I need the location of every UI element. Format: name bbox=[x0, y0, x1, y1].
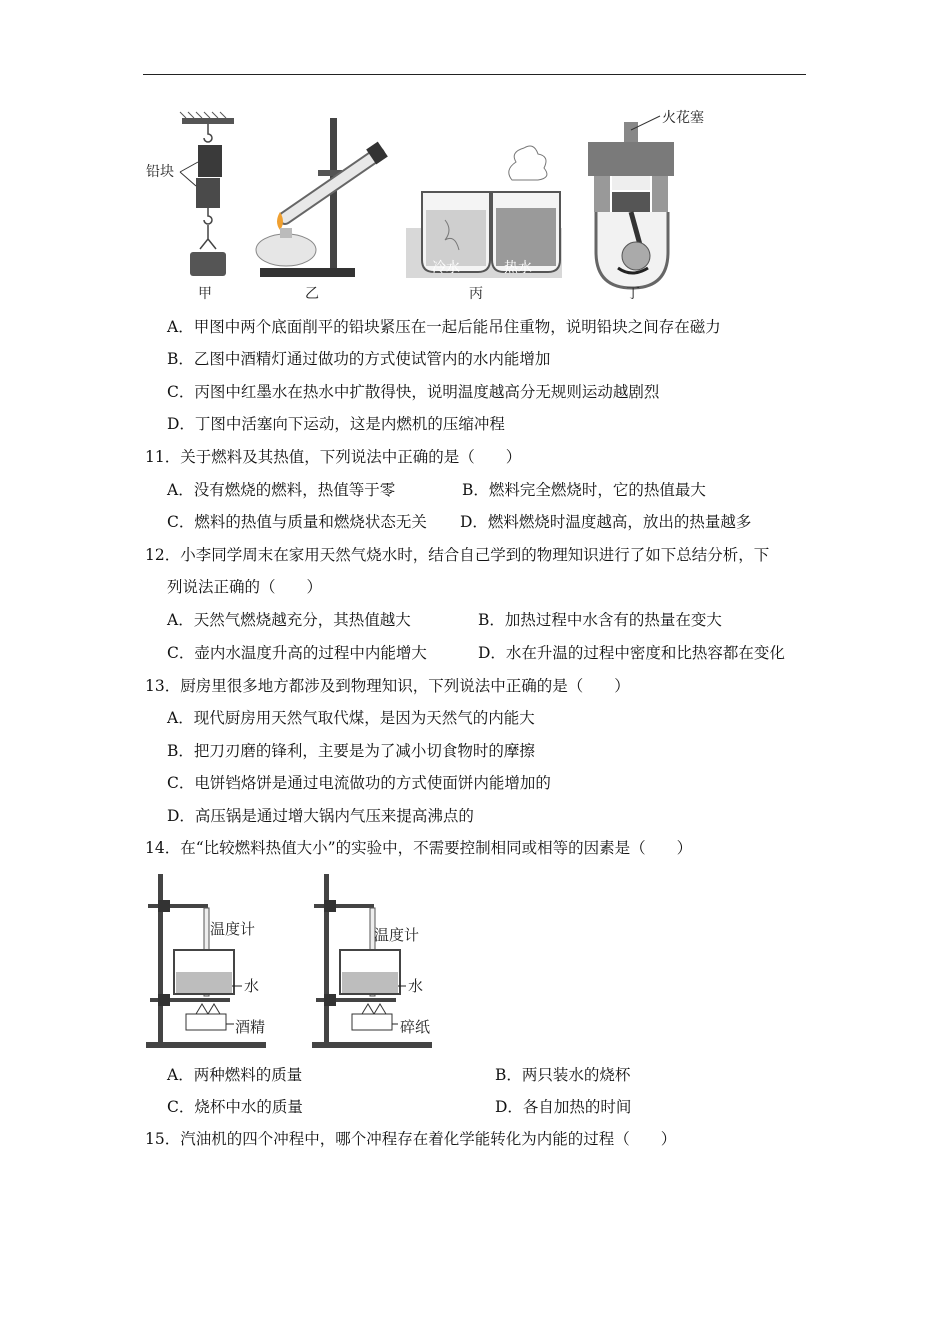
engine-cylinder-figure bbox=[588, 116, 674, 288]
q14-option-d: D．各自加热的时间 bbox=[495, 1098, 632, 1116]
q12-option-d: D．水在升温的过程中密度和比热容都在变化 bbox=[478, 644, 785, 662]
caption-jia: 甲 bbox=[198, 286, 212, 302]
q14-option-b: B．两只装水的烧杯 bbox=[495, 1066, 631, 1084]
q13-option-c: C．电饼铛烙饼是通过电流做功的方式使面饼内能增加的 bbox=[167, 774, 551, 792]
q11-option-b: B．燃料完全燃烧时，它的热值最大 bbox=[462, 481, 706, 499]
thermometer-label-right: 温度计 bbox=[374, 926, 420, 944]
q12-option-a: A．天然气燃烧越充分，其热值越大 bbox=[167, 611, 411, 629]
q15-stem: 15．汽油机的四个冲程中，哪个冲程存在着化学能转化为内能的过程（ ） bbox=[145, 1130, 677, 1148]
q12-option-b: B．加热过程中水含有的热量在变大 bbox=[478, 611, 722, 629]
cold-water-label: 冷水 bbox=[432, 260, 460, 276]
q13-option-a: A．现代厨房用天然气取代煤，是因为天然气的内能大 bbox=[167, 709, 535, 727]
spark-plug-label: 火花塞 bbox=[662, 110, 704, 126]
q12-stem-line1: 12．小李同学周末在家用天然气烧水时，结合自己学到的物理知识进行了如下总结分析，下 bbox=[145, 546, 770, 564]
figure-q14 bbox=[140, 868, 440, 1054]
figure-q10 bbox=[140, 100, 760, 305]
q11-stem: 11．关于燃料及其热值，下列说法中正确的是（ ） bbox=[145, 448, 522, 466]
q13-stem: 13．厨房里很多地方都涉及到物理知识，下列说法中正确的是（ ） bbox=[145, 677, 630, 695]
water-label-right: 水 bbox=[408, 977, 424, 995]
water-label-left: 水 bbox=[244, 977, 260, 995]
q11-option-d: D．燃料燃烧时温度越高，放出的热量越多 bbox=[460, 513, 752, 531]
q10-option-b: B．乙图中酒精灯通过做功的方式使试管内的水内能增加 bbox=[167, 350, 551, 368]
q14-option-a: A．两种燃料的质量 bbox=[167, 1066, 303, 1084]
caption-ding: 丁 bbox=[626, 286, 640, 302]
beakers-figure bbox=[406, 146, 562, 278]
thermometer-label-left: 温度计 bbox=[210, 920, 256, 938]
fuel-label-right: 碎纸 bbox=[400, 1018, 431, 1036]
q10-option-c: C．丙图中红墨水在热水中扩散得快，说明温度越高分无规则运动越剧烈 bbox=[167, 383, 660, 401]
caption-yi: 乙 bbox=[305, 286, 319, 302]
fuel-label-left: 酒精 bbox=[235, 1018, 266, 1036]
alcohol-lamp-figure bbox=[256, 118, 388, 277]
q13-option-b: B．把刀刃磨的锋利，主要是为了减小切食物时的摩擦 bbox=[167, 742, 535, 760]
hot-water-label: 热水 bbox=[504, 260, 532, 276]
q10-option-d: D．丁图中活塞向下运动，这是内燃机的压缩冲程 bbox=[167, 415, 505, 433]
q10-option-a: A．甲图中两个底面削平的铅块紧压在一起后能吊住重物，说明铅块之间存在磁力 bbox=[167, 318, 721, 336]
caption-bing: 丙 bbox=[469, 286, 483, 302]
lead-label: 铅块 bbox=[146, 164, 174, 180]
q13-option-d: D．高压锅是通过增大锅内气压来提高沸点的 bbox=[167, 807, 474, 825]
lead-blocks-figure bbox=[180, 112, 234, 276]
q11-option-a: A．没有燃烧的燃料，热值等于零 bbox=[167, 481, 396, 499]
q14-stem: 14．在“比较燃料热值大小”的实验中，不需要控制相同或相等的因素是（ ） bbox=[145, 839, 693, 857]
q14-option-c: C．烧杯中水的质量 bbox=[167, 1098, 303, 1116]
q12-stem-line2: 列说法正确的（ ） bbox=[167, 578, 323, 596]
q11-option-c: C．燃料的热值与质量和燃烧状态无关 bbox=[167, 513, 427, 531]
header-rule bbox=[143, 74, 806, 75]
q12-option-c: C．壶内水温度升高的过程中内能增大 bbox=[167, 644, 427, 662]
